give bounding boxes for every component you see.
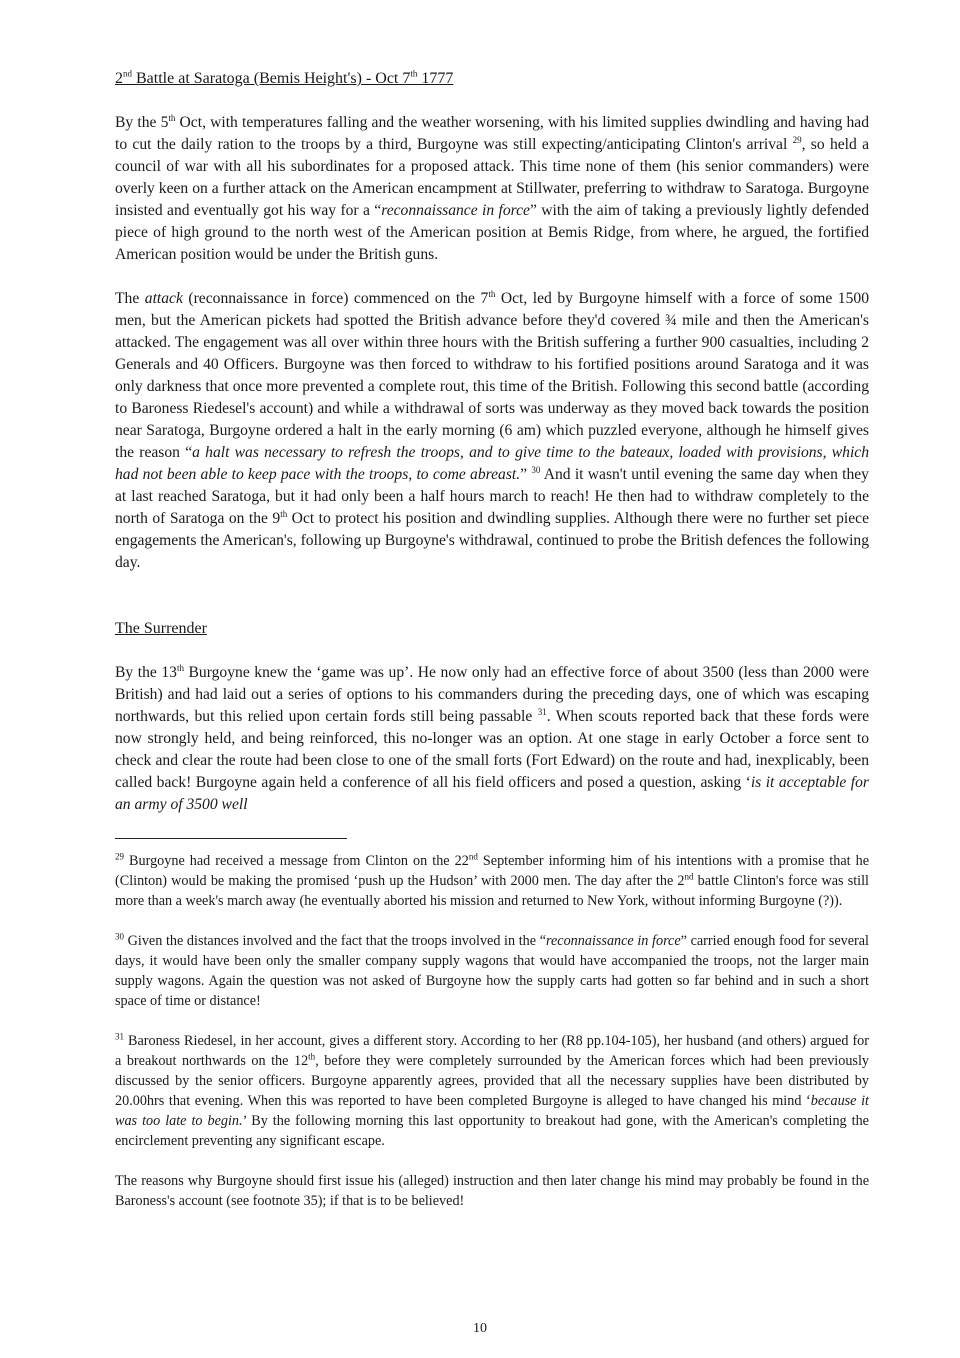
text-run: ’ By the following morning this last opportunity to breakout had gone, with the American's completing the encirclement preventing any significant escape. [115, 1113, 869, 1149]
text-run: Oct, with temperatures falling and the weather worsening, with his limited supplies dwindling and having had to cut the daily ration to the troops by a third, Burgoyne was still expecting/anticipating Clinton's arrival [115, 114, 870, 153]
superscript: th [308, 1051, 316, 1062]
footnotes [115, 851, 869, 1211]
page-number: 10 [473, 1321, 487, 1336]
text-run: (reconnaissance in force) commenced on the 7 [182, 290, 489, 307]
text-run: ” [520, 466, 532, 483]
text-run: By the 5 [115, 114, 169, 131]
text-run: battle Clinton's force was still more than a week's march away (he eventually aborted his mission and returned to New York, without informing Burgoyne (?)). [115, 873, 869, 909]
heading-text: 2 [115, 70, 123, 87]
heading-text: Battle at Saratoga (Bemis Height's) - Oct 7 [132, 70, 411, 87]
footnote-29 [115, 851, 869, 911]
footnote-ref-29: 29 [792, 134, 802, 145]
text-run: , so held a council of war with all his subordinates for a proposed attack. This time none of them (his senior commanders) were overly keen on a further attack on the American encampment at Stillwater, preferring to withdraw to Saratoga. Burgoyne insisted and eventually got his way for a “ [115, 136, 870, 219]
superscript: th [410, 68, 418, 79]
text-run: And it wasn't until evening the same day when they at last reached Saratoga, but it had only been a half hours march to reach! He then had to withdraw completely to the north of Saratoga on the 9 [115, 466, 869, 527]
text-run: ” with the aim of taking a previously lightly defended piece of high ground to the north west of the American position at Bemis Ridge, from where, he argued, the fortified American position would be under the British guns. [115, 202, 869, 263]
footnote-ref-30: 30 [531, 464, 541, 475]
italic-text: attack [144, 290, 183, 307]
footnote-31-continuation: The reasons why Burgoyne should first issue his (alleged) instruction and then later change his mind may probably be found in the Baroness's account (see footnote 35); if that is to be believed! [115, 1173, 869, 1209]
footnote-separator [115, 838, 347, 839]
italic-text: reconnaissance in force [381, 202, 530, 219]
text-run: Burgoyne knew the ‘game was up’. He now only had an effective force of about 3500 (less than 2000 were British) and had laid out a series of options to his commanders during the preceding days, one of which was escaping northwards, but this relied upon certain fords still being passable [115, 664, 869, 725]
text-run: Oct, led by Burgoyne himself with a force of some 1500 men, but the American pickets had spotted the British advance before they'd covered ¾ mile and then the American's attacked. The engagement was all over within three hours with the British suffering a further 900 casualties, including 2 Generals and 40 Officers. Burgoyne was then forced to withdraw to his fortified positions around Saratoga and it was only darkness that once more prevented a complete rout, this time of the British. Following this second battle (according to Baroness Riedesel's account) and while a withdrawal of sorts was underway as they moved back towards the position near Saratoga, Burgoyne ordered a halt in the early morning (6 am) which puzzled everyone, although he himself gives the reason “ [115, 290, 869, 461]
text-run: September informing him of his intentions with a promise that he (Clinton) would be making the promised ‘push up the Hudson’ with 2000 men. The day after the 2 [115, 853, 869, 889]
paragraph-attack [115, 288, 869, 574]
text-run: , before they were completely surrounded by the American forces which had been previously discussed by the senior officers. Burgoyne apparently agrees, provided that all the necessary supplies have been distributed by 20.00hrs that evening. When this was reported to have been completed Burgoyne is alleged to have changed his mind ‘ [115, 1053, 869, 1109]
superscript: nd [123, 68, 132, 79]
italic-quote: because it was too late to begin. [115, 1093, 869, 1129]
superscript: nd [684, 871, 694, 882]
text-run: Given the distances involved and the fact that the troops involved in the “ [124, 933, 546, 949]
footnote-ref-31: 31 [537, 706, 547, 717]
section-heading-surrender: The Surrender [115, 620, 207, 637]
paragraph-surrender [115, 662, 869, 816]
text-run: Burgoyne had received a message from Clinton on the 22 [124, 853, 469, 869]
footnote-number: 31 [115, 1031, 124, 1042]
text-run: ” carried enough food for several days, it would have been only the smaller company supply wagons that would have accompanied the troops, not the larger main supply wagons. Again the question was not asked of Burgoyne how the supply carts had gotten so far behind and in such a short space of time or distance! [115, 933, 869, 1009]
text-run: Baroness Riedesel, in her account, gives a different story. According to her (R8 pp.104-105), her husband (and others) argued for a breakout northwards on the 12 [115, 1033, 869, 1069]
text-run: . When scouts reported back that these fords were now strongly held, and being reinforced, this no-longer was an option. At one stage in early October a force sent to check and clear the route had been close to one of the small forts (Fort Edward) on the route and had, inexplicably, been called back! Burgoyne again held a conference of all his field officers and posed a question, asking ‘ [115, 708, 869, 791]
footnote-30 [115, 931, 869, 1011]
superscript: th [168, 112, 176, 123]
text-run: Oct to protect his position and dwindling supplies. Although there were no further set piece engagements the American's, following up Burgoyne's withdrawal, continued to probe the British defences the following day. [115, 510, 869, 571]
italic-text: is it acceptable for an army of 3500 well [115, 774, 870, 813]
footnote-number: 30 [115, 931, 124, 942]
text-run: The [115, 290, 145, 307]
paragraph-council-of-war [115, 112, 869, 266]
section-heading-second-battle [115, 68, 869, 90]
superscript: th [176, 662, 184, 673]
italic-text: reconnaissance in force [546, 933, 681, 949]
italic-quote: a halt was necessary to refresh the troops, and to give time to the bateaux, loaded with provisions, which had not been able to keep pace with the troops, to come abreast. [115, 444, 869, 483]
superscript: th [488, 288, 496, 299]
superscript: nd [468, 851, 478, 862]
footnote-31 [115, 1031, 869, 1151]
heading-text: 1777 [417, 70, 454, 87]
superscript: th [280, 508, 288, 519]
text-run: By the 13 [115, 664, 177, 681]
footnote-number: 29 [115, 851, 124, 862]
